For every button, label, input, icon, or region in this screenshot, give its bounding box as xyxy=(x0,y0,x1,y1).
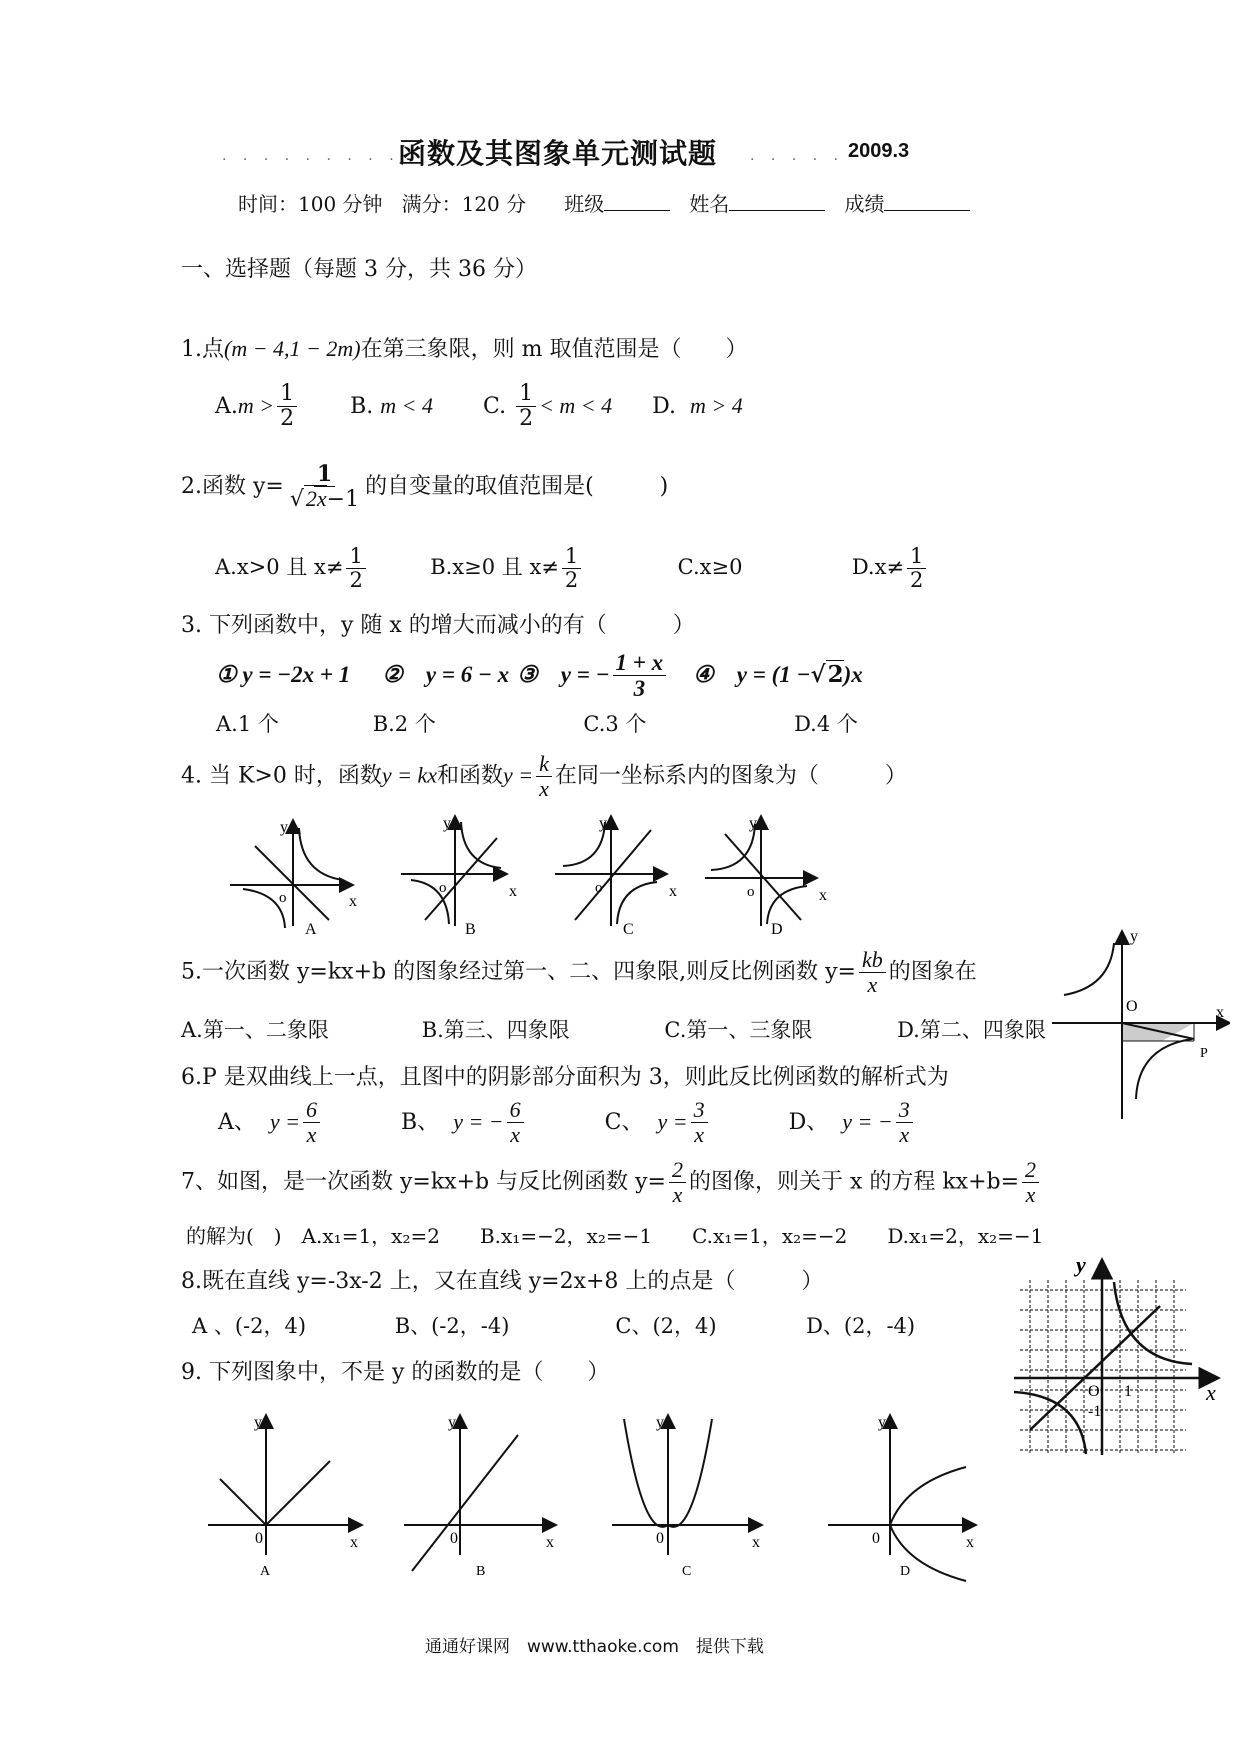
question-1-options xyxy=(215,382,743,431)
reciprocal-branch-2 xyxy=(1014,1392,1086,1454)
svg-text:x: x xyxy=(1206,1380,1216,1405)
class-blank[interactable] xyxy=(604,192,670,211)
question-5-options xyxy=(181,1014,1046,1044)
svg-text:o: o xyxy=(595,880,603,896)
q2-option-c[interactable]: C.x≥0 xyxy=(677,555,743,580)
svg-text:x: x xyxy=(966,1534,974,1551)
question-2-stem: 2.函数 y= $\frac{1}{√2x-1}$ 的自变量的取值范围是( ) xyxy=(181,461,669,513)
page-title: 函数及其图象单元测试题 xyxy=(398,137,718,170)
svg-text:y: y xyxy=(656,1414,664,1431)
q1-option-c[interactable]: C. $\frac{1}{2}$ < m < 4 xyxy=(483,381,613,432)
q5-option-d[interactable]: D.第二、四象限 xyxy=(897,1018,1046,1042)
hyperbola-branch-lower xyxy=(1136,1039,1192,1099)
question-3-stem: 3. 下列函数中，y 随 x 的增大而减小的有（ ） xyxy=(181,613,695,638)
svg-text:y: y xyxy=(1130,928,1138,945)
meta-name: 姓名 xyxy=(689,192,730,216)
question-7-figure xyxy=(1010,1250,1238,1460)
q9-d-label: D xyxy=(900,1564,911,1579)
q1-option-d[interactable]: D. m > 4 xyxy=(652,392,743,419)
question-7-options[interactable]: 的解为( ) A.x₁=1，x₂=2 B.x₁=−2，x₂=−1 C.x₁=1，x₂=−2 D.x₁=2，x₂=−1 xyxy=(186,1224,1044,1248)
q4-b-label: B xyxy=(465,921,476,938)
title-dots-left: . . . . . . . . . . xyxy=(222,148,421,164)
q9-c-label: C xyxy=(682,1564,692,1579)
question-7-stem: 7、如图，是一次函数 y=kx+b 与反比例函数 y= $\frac{2}{x}$ 的图像，则关于 x 的方程 kx+b= $\frac{2}{x}$ xyxy=(181,1158,1042,1207)
svg-text:1: 1 xyxy=(1124,1383,1132,1400)
page-footer: 通通好课网 www.tthaoke.com 提供下载 xyxy=(425,1637,764,1657)
question-6-stem: 6.P 是双曲线上一点，且图中的阴影部分面积为 3，则此反比例函数的解析式为 xyxy=(181,1065,949,1090)
q4-c-label: C xyxy=(623,921,634,938)
meta-time: 时间：100 分钟 xyxy=(238,192,383,216)
svg-text:x: x xyxy=(1216,1004,1224,1021)
q8-option-b[interactable]: B、(-2，-4) xyxy=(394,1314,510,1338)
q3-option-a[interactable]: A.1 个 xyxy=(216,712,279,736)
q4-a-y: y xyxy=(280,819,288,836)
q9-graph-c[interactable] xyxy=(612,1417,760,1555)
svg-text:y: y xyxy=(254,1414,262,1431)
question-3-options xyxy=(216,708,858,738)
svg-text:x: x xyxy=(546,1534,554,1551)
q3-option-b[interactable]: B.2 个 xyxy=(372,712,436,736)
q4-graph-b[interactable] xyxy=(401,818,505,926)
meta-class: 班级 xyxy=(564,192,605,216)
q4-d-label: D xyxy=(771,921,783,938)
svg-text:0: 0 xyxy=(872,1530,880,1547)
q2-option-b[interactable]: B.x≥0 且 x≠ $\frac{1}{2}$ xyxy=(430,555,584,579)
svg-text:O: O xyxy=(1126,998,1138,1015)
question-6-figure xyxy=(1050,925,1230,1120)
question-5-stem: 5.一次函数 y=kx+b 的图象经过第一、二、四象限,则反比例函数 y= $\frac{kb}{x}$ 的图象在 xyxy=(181,947,977,998)
svg-text:y: y xyxy=(749,815,757,832)
svg-text:o: o xyxy=(439,880,447,896)
q1-option-a[interactable]: A.m > $\frac{1}{2}$ xyxy=(215,394,300,419)
svg-text:x: x xyxy=(752,1534,760,1551)
svg-text:O: O xyxy=(1088,1383,1100,1400)
meta-grade: 成绩 xyxy=(844,192,885,216)
question-8-stem: 8.既在直线 y=-3x-2 上，又在直线 y=2x+8 上的点是（ ） xyxy=(181,1269,824,1294)
q5-option-c[interactable]: C.第一、三象限 xyxy=(664,1018,813,1042)
q1-option-b[interactable]: B. m < 4 xyxy=(350,392,434,419)
section-heading: 一、选择题（每题 3 分，共 36 分） xyxy=(181,257,537,282)
name-blank[interactable] xyxy=(729,192,825,211)
svg-text:y: y xyxy=(443,815,451,832)
question-4-stem: 4. 当 K>0 时，函数y = kx和函数y = $\frac{k}{x}$ 在同一坐标系内的图象为（ ） xyxy=(181,751,907,802)
q4-a-origin: o xyxy=(279,890,287,906)
svg-text:P: P xyxy=(1200,1046,1208,1061)
svg-text:0: 0 xyxy=(255,1530,263,1547)
q8-option-a[interactable]: A 、(-2，4) xyxy=(192,1314,307,1338)
grade-blank[interactable] xyxy=(884,192,970,211)
svg-text:0: 0 xyxy=(450,1530,458,1547)
q9-b-label: B xyxy=(476,1564,486,1579)
q4-graph-c[interactable] xyxy=(555,818,665,926)
q6-option-c[interactable]: C、 y = $\frac{3}{x}$ xyxy=(605,1110,711,1135)
reciprocal-branch-1 xyxy=(1114,1282,1192,1364)
meta-score: 满分：120 分 xyxy=(401,192,527,216)
page-date: 2009.3 xyxy=(848,140,910,162)
svg-text:-1: -1 xyxy=(1088,1403,1102,1420)
q8-option-c[interactable]: C、(2，4) xyxy=(615,1314,717,1338)
q4-a-label: A xyxy=(305,921,317,938)
q3-option-c[interactable]: C.3 个 xyxy=(583,712,647,736)
question-9-graphs xyxy=(200,1405,1000,1585)
question-8-options xyxy=(192,1310,915,1340)
question-2-options xyxy=(215,545,929,592)
svg-text:0: 0 xyxy=(656,1530,664,1547)
question-9-stem: 9. 下列图象中，不是 y 的函数的是（ ） xyxy=(181,1360,610,1385)
hyperbola-branch-upper xyxy=(1064,943,1114,995)
q8-option-d[interactable]: D、(2，-4) xyxy=(806,1314,916,1338)
svg-text:x: x xyxy=(509,883,517,900)
title-dots-right: . . . . . xyxy=(750,148,845,164)
q4-a-x: x xyxy=(349,893,357,910)
svg-text:x: x xyxy=(350,1534,358,1551)
svg-text:y: y xyxy=(878,1414,886,1431)
svg-text:x: x xyxy=(819,887,827,904)
q9-graph-b[interactable] xyxy=(404,1417,554,1571)
q2-option-d[interactable]: D.x≠ $\frac{1}{2}$ xyxy=(852,555,930,579)
svg-text:y: y xyxy=(599,815,607,832)
q4-graph-a[interactable] xyxy=(230,822,351,928)
question-6-options xyxy=(218,1098,916,1147)
exam-meta xyxy=(238,188,970,217)
svg-text:x: x xyxy=(669,883,677,900)
svg-text:o: o xyxy=(747,884,755,900)
q5-option-b[interactable]: B.第三、四象限 xyxy=(421,1018,570,1042)
q3-option-d[interactable]: D.4 个 xyxy=(794,712,858,736)
question-3-functions: ① y = −2x + 1 ② y = 6 − x ③ y = − $\frac{1 + x}{3}$ ④ y = (1 −√2)x xyxy=(216,650,863,702)
q6-option-d[interactable]: D、 y = − $\frac{3}{x}$ xyxy=(789,1110,916,1135)
q4-graph-d[interactable] xyxy=(705,818,815,926)
question-1-stem: 1.点(m − 4,1 − 2m)在第三象限，则 m 取值范围是（ ） xyxy=(181,336,748,362)
question-4-graphs xyxy=(225,810,845,940)
svg-text:y: y xyxy=(448,1414,456,1431)
q9-a-label: A xyxy=(260,1564,271,1579)
svg-text:y: y xyxy=(1076,1252,1086,1277)
q6-option-b[interactable]: B、 y = − $\frac{6}{x}$ xyxy=(401,1110,527,1135)
q9-graph-d[interactable] xyxy=(828,1417,974,1581)
q9-graph-a[interactable] xyxy=(208,1417,360,1555)
q2-option-a[interactable]: A.x>0 且 x≠ $\frac{1}{2}$ xyxy=(215,555,369,579)
q5-option-a[interactable]: A.第一、二象限 xyxy=(181,1018,329,1042)
q6-option-a[interactable]: A、 y = $\frac{6}{x}$ xyxy=(218,1110,323,1135)
